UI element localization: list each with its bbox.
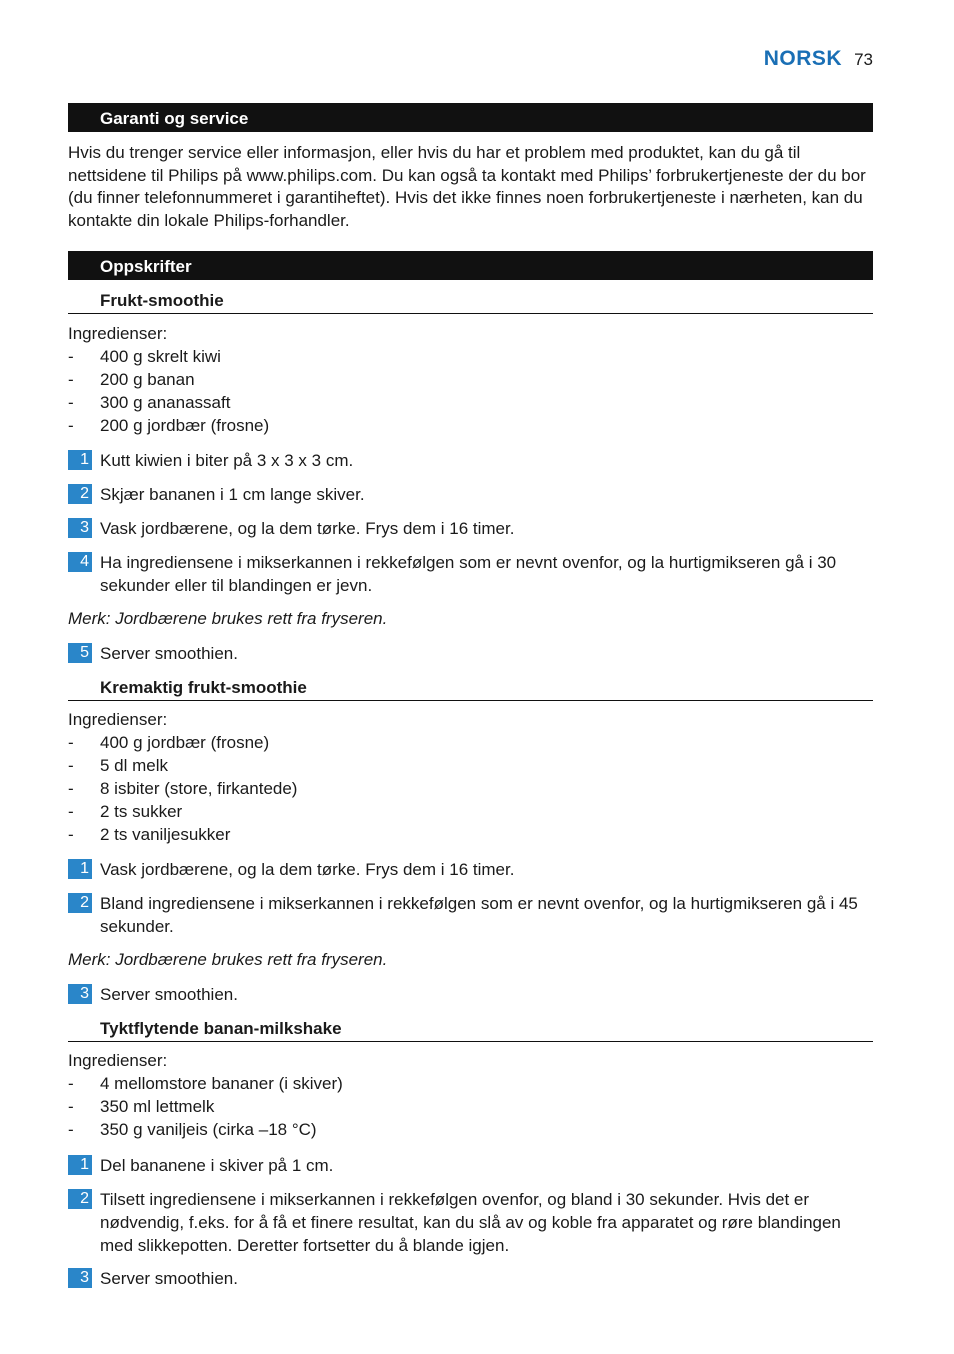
step-text: Ha ingrediensene i mikserkannen i rekkefølgen som er nevnt ovenfor, og la hurtigmikseren gå i 30 sekunder eller til blandingen er jevn. [100, 553, 837, 595]
step-item [68, 1267, 873, 1290]
step-number-badge: 2 [68, 1189, 92, 1209]
ingredient-item: 350 ml lettmelk [100, 1097, 215, 1116]
philips-link[interactable]: www.philips.com [246, 165, 373, 185]
step-text: Server smoothien. [100, 644, 238, 663]
step-number-badge: 1 [68, 450, 92, 470]
step-number-badge: 5 [68, 643, 92, 663]
step-text: Server smoothien. [100, 985, 238, 1004]
step-item [68, 642, 873, 665]
step-item [68, 1154, 873, 1177]
note-text: Merk: Jordbærene brukes rett fra fryseren. [68, 609, 388, 628]
step-item [68, 551, 873, 597]
step-item [68, 892, 873, 938]
step-number-badge: 3 [68, 518, 92, 538]
step-number-badge: 3 [68, 984, 92, 1004]
note-text: Merk: Jordbærene brukes rett fra fryseren. [68, 950, 388, 969]
warranty-text-1: Hvis du trenger service eller informasjon, eller hvis du har et problem med produktet, kan du gå til nettsidene til Philips på [68, 143, 801, 185]
step-text: Skjær bananen i 1 cm lange skiver. [100, 485, 365, 504]
step-number-badge: 1 [68, 1155, 92, 1175]
step-number-badge: 2 [68, 484, 92, 504]
step-item [68, 858, 873, 881]
step-item [68, 483, 873, 506]
step-item [68, 517, 873, 540]
step-text: Vask jordbærene, og la dem tørke. Frys dem i 16 timer. [100, 519, 515, 538]
step-item [68, 1188, 873, 1257]
section-bar-recipes: Oppskrifter [68, 251, 873, 280]
page-header [764, 47, 873, 71]
section-bar-warranty: Garanti og service [68, 103, 873, 132]
ingredient-item: 200 g banan [100, 370, 195, 389]
recipe-title: Kremaktig frukt-smoothie [68, 676, 873, 701]
step-number-badge: 3 [68, 1268, 92, 1288]
ingredient-item: 8 isbiter (store, firkantede) [100, 779, 298, 798]
ingredient-item: 4 mellomstore bananer (i skiver) [100, 1074, 343, 1093]
step-text: Server smoothien. [100, 1269, 238, 1288]
ingredient-item: 400 g skrelt kiwi [100, 347, 221, 366]
warranty-paragraph [68, 142, 873, 232]
recipe-title: Frukt-smoothie [68, 289, 873, 314]
ingredient-item: 2 ts vaniljesukker [100, 825, 231, 844]
ingredients-label: Ingredienser: [68, 710, 168, 729]
recipe-title: Tyktflytende banan-milkshake [68, 1017, 873, 1042]
step-number-badge: 2 [68, 893, 92, 913]
step-text: Tilsett ingrediensene i mikserkannen i rekkefølgen ovenfor, og bland i 30 sekunder. Hvis det er nødvendig, f.eks. for å få et finere resultat, kan du slå av og koble fra apparatet og røre blandingen med slikkepotten. Deretter fortsetter du å blande igjen. [100, 1190, 841, 1255]
ingredient-item: 5 dl melk [100, 756, 169, 775]
step-item [68, 983, 873, 1006]
ingredient-item: 400 g jordbær (frosne) [100, 733, 270, 752]
step-text: Del bananene i skiver på 1 cm. [100, 1156, 334, 1175]
ingredient-item: 2 ts sukker [100, 802, 183, 821]
step-item [68, 449, 873, 472]
language-label: NORSK [763, 47, 843, 70]
ingredient-item: 200 g jordbær (frosne) [100, 416, 270, 435]
step-number-badge: 1 [68, 859, 92, 879]
step-text: Kutt kiwien i biter på 3 x 3 x 3 cm. [100, 451, 354, 470]
ingredients-label: Ingredienser: [68, 324, 168, 343]
ingredient-item: 350 g vaniljeis (cirka –18 °C) [100, 1120, 317, 1139]
ingredient-item: 300 g ananassaft [100, 393, 231, 412]
step-number-badge: 4 [68, 552, 92, 572]
warranty-text-2: . Du kan også ta kontakt med Philips’ forbrukertjeneste der du bor (du finner telefonnummeret i garantiheftet). Hvis det ikke finnes noen forbrukertjeneste i nærheten, kan du kontakte din lokale Philips-forhandler. [68, 165, 866, 230]
page-number: 73 [854, 50, 873, 69]
ingredients-label: Ingredienser: [68, 1051, 168, 1070]
step-text: Bland ingrediensene i mikserkannen i rekkefølgen som er nevnt ovenfor, og la hurtigmikseren gå i 45 sekunder. [100, 894, 858, 936]
step-text: Vask jordbærene, og la dem tørke. Frys dem i 16 timer. [100, 860, 515, 879]
